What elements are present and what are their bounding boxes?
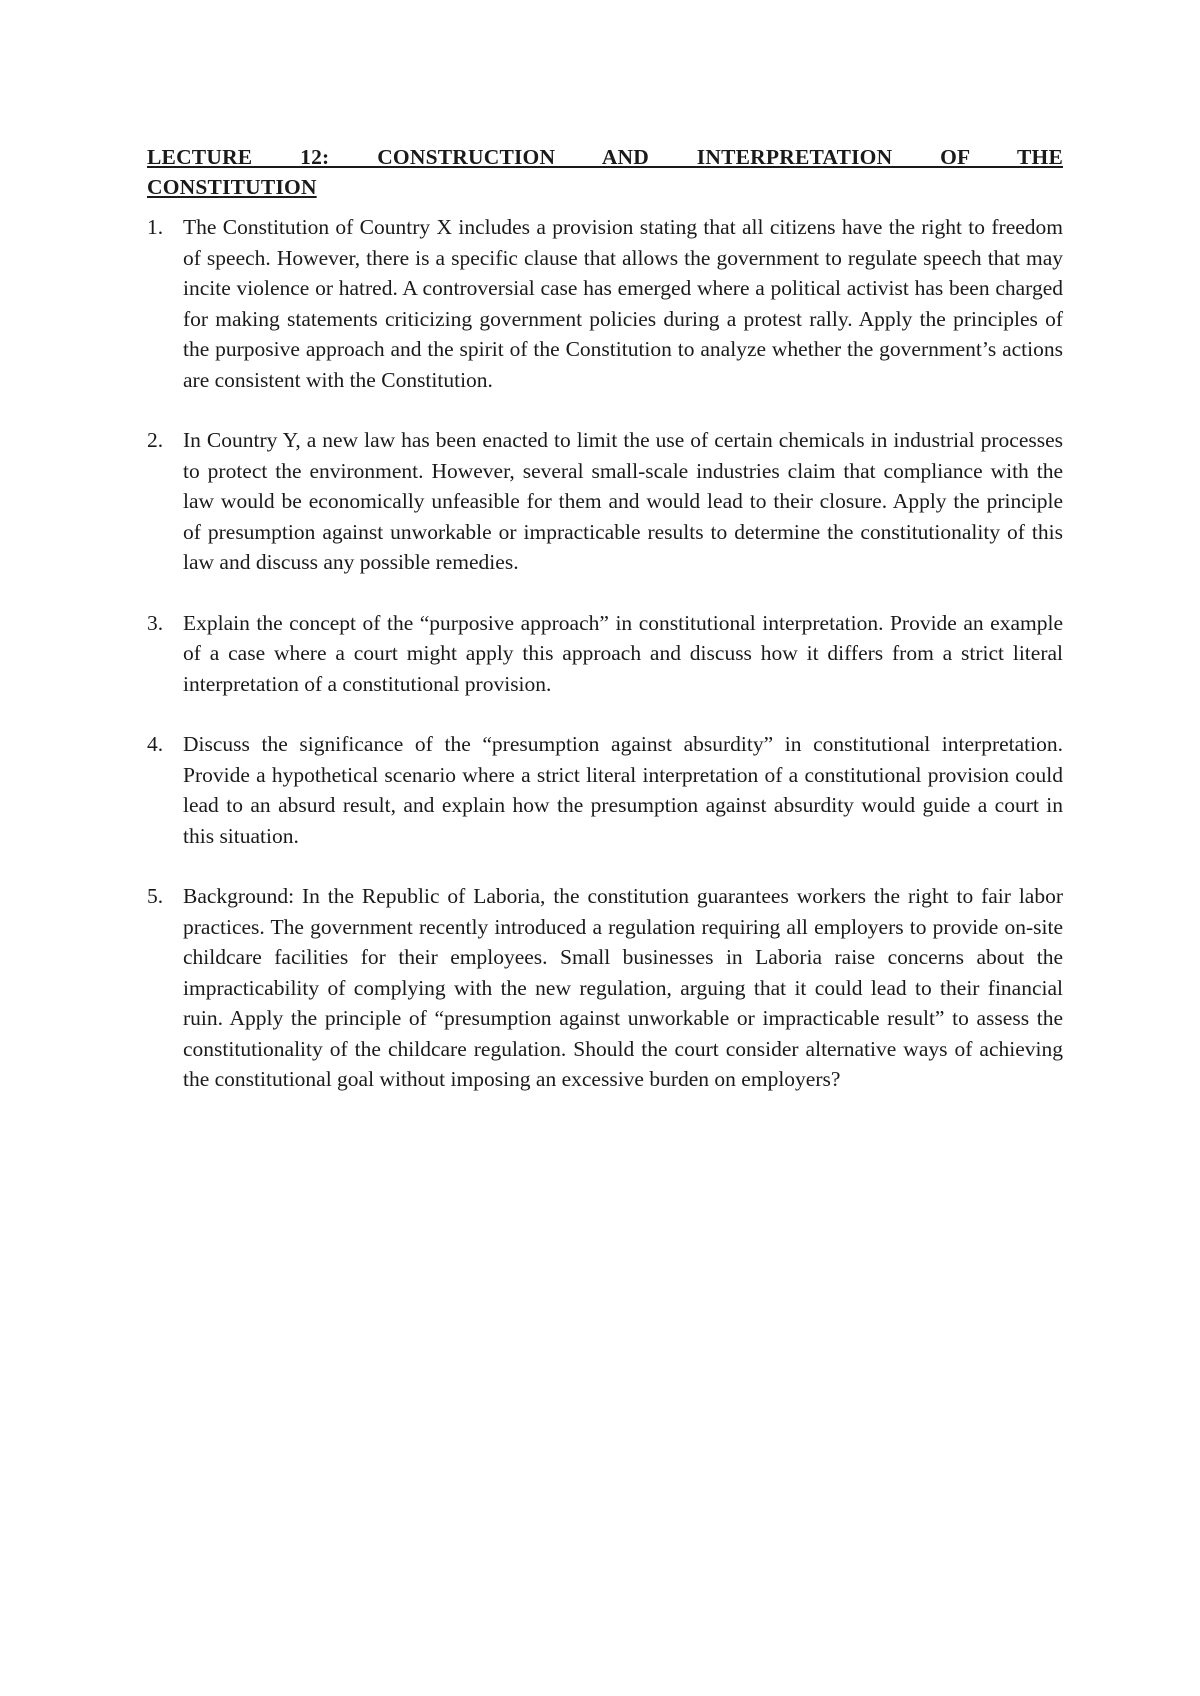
question-number: 2.: [147, 428, 164, 452]
question-item-2: [147, 425, 1063, 578]
question-item-5: [147, 881, 1063, 1095]
title-line-2: CONSTITUTION: [147, 175, 317, 199]
question-list: [147, 212, 1063, 1095]
question-item-3: [147, 608, 1063, 700]
question-text: In Country Y, a new law has been enacted to limit the use of certain chemicals in industrial processes to protect the environment. However, several small-scale industries claim that compliance with the law would be economically unfeasible for them and would lead to their closure. Apply the principle of presumption against unworkable or impracticable results to determine the constitutionality of this law and discuss any possible remedies.: [183, 428, 1063, 574]
document-page: [147, 142, 1063, 1125]
question-item-4: [147, 729, 1063, 851]
question-number: 4.: [147, 732, 164, 756]
title-line-1: LECTURE 12: CONSTRUCTION AND INTERPRETATION OF THE: [147, 145, 1063, 169]
question-text: Background: In the Republic of Laboria, the constitution guarantees workers the right to fair labor practices. The government recently introduced a regulation requiring all employers to provide on-site childcare facilities for their employees. Small businesses in Laboria raise concerns about the impracticability of complying with the new regulation, arguing that it could lead to their financial ruin. Apply the principle of “presumption against unworkable or impracticable result” to assess the constitutionality of the childcare regulation. Should the court consider alternative ways of achieving the constitutional goal without imposing an excessive burden on employers?: [183, 884, 1063, 1091]
question-number: 3.: [147, 610, 164, 635]
question-item-1: [147, 212, 1063, 395]
question-text: Explain the concept of the “purposive approach” in constitutional interpretation. Provide an example of a case where a court might apply this approach and discuss how it differs from a strict literal interpretation of a constitutional provision.: [183, 610, 1063, 696]
page-title: [147, 142, 1063, 202]
question-number: 5.: [147, 884, 164, 908]
question-number: 1.: [147, 215, 164, 239]
question-text: Discuss the significance of the “presumption against absurdity” in constitutional interpretation. Provide a hypothetical scenario where a strict literal interpretation of a constitutional provision could lead to an absurd result, and explain how the presumption against absurdity would guide a court in this situation.: [183, 732, 1063, 848]
question-text: The Constitution of Country X includes a provision stating that all citizens have the right to freedom of speech. However, there is a specific clause that allows the government to regulate speech that may incite violence or hatred. A controversial case has emerged where a political activist has been charged for making statements criticizing government policies during a protest rally. Apply the principles of the purposive approach and the spirit of the Constitution to analyze whether the government’s actions are consistent with the Constitution.: [183, 215, 1063, 392]
